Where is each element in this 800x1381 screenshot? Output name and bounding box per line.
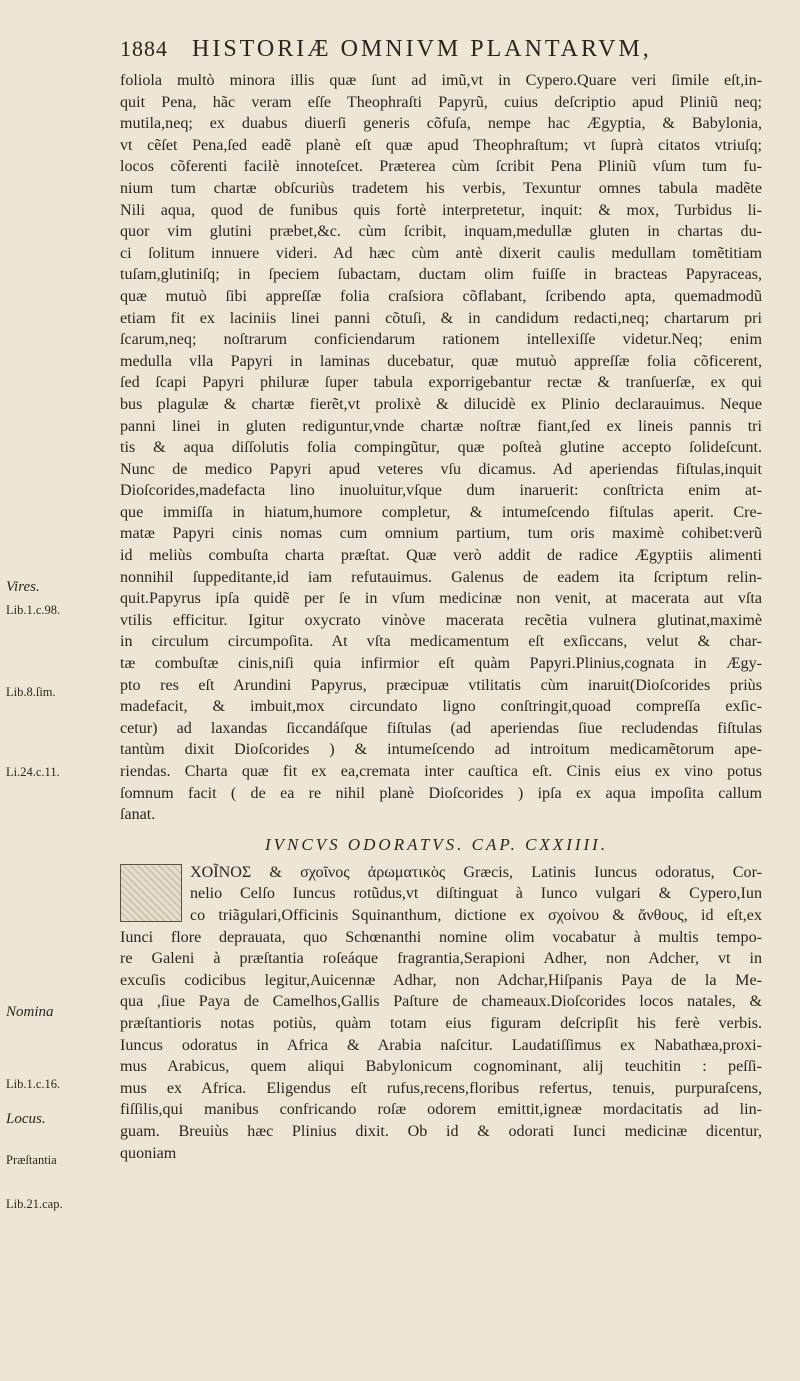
text-line: foliola multò minora illis quæ ſunt ad imũ,vt in Cypero.Quare veri ſimile eſt,in-: [120, 72, 762, 89]
chapter-text-line: Iunci flore deprauata, quo Schœnanthi nomine olim vocabatur à multis tempo-: [120, 928, 762, 946]
chapter-text-line: re Galeni à præſtantia roſeáque fragrantia,Serapioni Adher, non Adcher, vt in: [120, 950, 762, 968]
text-line: ſcarum,neq; noſtrarum conficiendarum rationem intellexiſſe videtur.Neq; enim: [120, 331, 762, 349]
text-line: ci ſolitum innuere videri. Ad hæc cùm antè dixerit caulis medullam tomẽtitiam: [120, 244, 762, 262]
text-line: tis & aqua diſſolutis folia compingũtur, quæ poſteà glutine accepto ſolideſcunt.: [120, 439, 762, 457]
chapter-text-line: excuſis codicibus legitur,Auicennæ Adhar, non Adchar,Hiſpanis Paya de la Me-: [120, 971, 762, 989]
marginal-note: Locus.: [6, 1111, 46, 1127]
page-header: [120, 36, 760, 66]
text-line: Nili aqua, quod de funibus quis fortè interpretetur, inquit: & mox, Turbidus li-: [120, 201, 762, 219]
text-line: quor vim glutini præbet,&c. cùm ſcribit, inquam,medullæ gluten in chartas du-: [120, 223, 762, 241]
chapter-text-line: mus ex Africa. Eligendus eſt rufus,recens,floribus refertus, tenuis, purpuraſcens,: [120, 1079, 762, 1097]
text-line: mutila,neq; ex duabus diuerſi generis cõfuſa, nempe hac Ægyptia, & Babylonia,: [120, 115, 762, 133]
chapter-text-line: nelio Celſo Iuncus rotũdus,vt diſtinguat à Iunco vulgari & Cypero,Iun: [190, 885, 762, 903]
chapter-text-line: præſtantioris notas potiùs, quàm totam eius figuram deſcripſit his ferè verbis.: [120, 1014, 762, 1032]
text-line: que immiſſa in hiatum,humore completur, & intumeſcendo fiſtulas aperit. Cre-: [120, 503, 762, 521]
page-number: 1884: [120, 36, 168, 61]
marginal-note: Lib.1.c.98.: [6, 603, 61, 617]
text-line: quæ mutuò ſibi appreſſæ folia craſsiora cõflabant, ſcribendo apta, quemadmodũ: [120, 287, 762, 305]
text-line: Nunc de medico Papyri apud veteres vſu dicamus. Ad aperiendas fiſtulas,inquit: [120, 460, 762, 478]
marginal-note: Præſtantia: [6, 1153, 57, 1167]
text-line: id meliùs combuſta charta præſtat. Quæ verò addit de radice Ægyptiis alimenti: [120, 547, 762, 565]
main-text: [120, 70, 762, 1164]
text-line: vt cẽſet Pena,ſed eadẽ planè eſt quæ apud Theophraſtum; vt ſuprà citatos vtriuſq;: [120, 136, 762, 154]
chapter-text-line: XOĨNOΣ & σχοῖνος ἀρωματικὸς Græcis, Latinis Iuncus odoratus, Cor-: [190, 863, 762, 881]
text-line: bus plagulæ & chartæ fierẽt,vt prolixè & dilucidè ex Plinio declarauimus. Neque: [120, 395, 762, 413]
marginal-note: Lib.8.ſim.: [6, 685, 56, 699]
text-line: tuſam,glutiniſq; in ſpeciem ſubactam, ductam olim fuiſſe in bracteas Papyraceas,: [120, 266, 762, 284]
iuncus-section: [120, 862, 762, 1164]
text-line: nium tum chartæ obſcuriùs tradetem his verbis, Texuntur omnes tabula madẽte: [120, 179, 762, 197]
chapter-text-line: qua ,ſiue Paya de Camelhos,Gallis Paſture de chameaux.Dioſcorides locos natales, &: [120, 993, 762, 1011]
decorated-initial: [120, 864, 182, 922]
running-title: HISTORIÆ OMNIVM PLANTARVM,: [192, 36, 652, 62]
text-line: in circulum circumpoſita. At vſta medicamentum eſt exſiccans, velut & char-: [120, 633, 762, 651]
marginal-note: Li.24.c.11.: [6, 765, 60, 779]
text-line: pto res eſt Arundini Papyrus, præcipuæ vtilitatis cùm inaruit(Dioſcorides priùs: [120, 676, 762, 694]
text-line: madefacit, & imbuit,mox circundato ligno conſtringit,quoad compreſſa exſic-: [120, 698, 762, 716]
chapter-text-line: quoniam: [120, 1144, 177, 1162]
text-line: cetur) ad laxandas ſiccandáſque fiſtulas (ad aperiendas ſiue recludendas fiſtulas: [120, 719, 762, 737]
text-line: riendas. Charta quæ fit ex ea,cremata inter cauſtica eſt. Cinis eius ex vino potus: [120, 763, 762, 780]
text-line: quit.Papyrus ipſa quidẽ per ſe in vſum medicinæ non venit, at macerata aut vſta: [120, 590, 762, 608]
papyrus-section: [120, 70, 762, 826]
text-line: quit Pena, hãc veram eſſe Theophraſti Papyrũ, cuius deſcriptio apud Pliniũ neq;: [120, 93, 762, 111]
text-line: etiam fit ex laciniis linei panni cõtuſi, & in candidum redacti,neq; chartarum pri: [120, 309, 762, 327]
text-line: panni linei in gluten rediguntur,vnde chartæ noſtræ fiant,ſed ex lineis pannis tri: [120, 417, 762, 435]
text-line: locos cõferenti facilè innoteſcet. Præterea cùm ſcribit Pena Pliniũ vſum tum fu-: [120, 158, 762, 176]
text-line: matæ Papyri cinis nomas cum omnium partium, tum oris maximè cohibet:verũ: [120, 525, 762, 543]
text-line: ſanat.: [120, 806, 156, 824]
marginal-note: Vires.: [6, 579, 40, 595]
text-line: tantùm dixit Dioſcorides ) & intumeſcendo ad introitum medicamẽtorum ape-: [120, 741, 762, 759]
text-line: ſomnum facit ( de ea re nihil planè Dioſcorides ) ipſa ex aqua impoſita callum: [120, 784, 762, 802]
chapter-text-line: co triãgulari,Officinis Squinanthum, dictione ex σχοίνου & ἄνθους, id eſt,ex: [190, 906, 762, 924]
marginal-note: Lib.21.cap.: [6, 1197, 63, 1211]
chapter-text-line: guam. Breuiùs hæc Plinius dixit. Ob id & odorati Iunci medicinæ dicentur,: [120, 1122, 762, 1140]
text-line: Dioſcorides,madefacta lino inuoluitur,vſque dum inaruerit: conſtricta enim at-: [120, 482, 762, 500]
marginal-note: Lib.1.c.16.: [6, 1077, 61, 1091]
text-line: medulla vlla Papyri in laminas ducebatur, quæ mutuò appreſſæ folia cõficerent,: [120, 352, 762, 370]
text-line: nonnihil ſuppeditante,id iam refutauimus. Galenus de eadem ita ſcriptum relin-: [120, 568, 762, 586]
chapter-heading: IVNCVS ODORATVS. CAP. CXXIIII.: [265, 834, 609, 854]
chapter-text-line: fiſſilis,qui manibus confricando roſæ odorem emittit,igneæ mordacitatis ad lin-: [120, 1101, 762, 1119]
marginal-note: Nomina: [6, 1004, 54, 1020]
text-line: ſed ſcapi Papyri philuræ ſuper tabula exporrigebantur rectæ & tranſuerſæ, ex qui: [120, 374, 762, 392]
text-line: tæ combuſtæ cinis,niſi quia infirmior eſt quàm Papyri.Plinius,cognata in Ægy-: [120, 655, 762, 673]
chapter-text-line: mus Arabicus, quem aliqui Babylonicum cognominant, alij teuchitin : peſſi-: [120, 1058, 762, 1076]
chapter-text-line: Iuncus odoratus in Africa & Arabia naſcitur. Laudatiſſimus ex Nabathæa,proxi-: [120, 1036, 762, 1054]
text-line: vtilis efficitur. Igitur oxycrato vinòve macerata recẽtia vulnera glutinat,maximè: [120, 611, 762, 629]
